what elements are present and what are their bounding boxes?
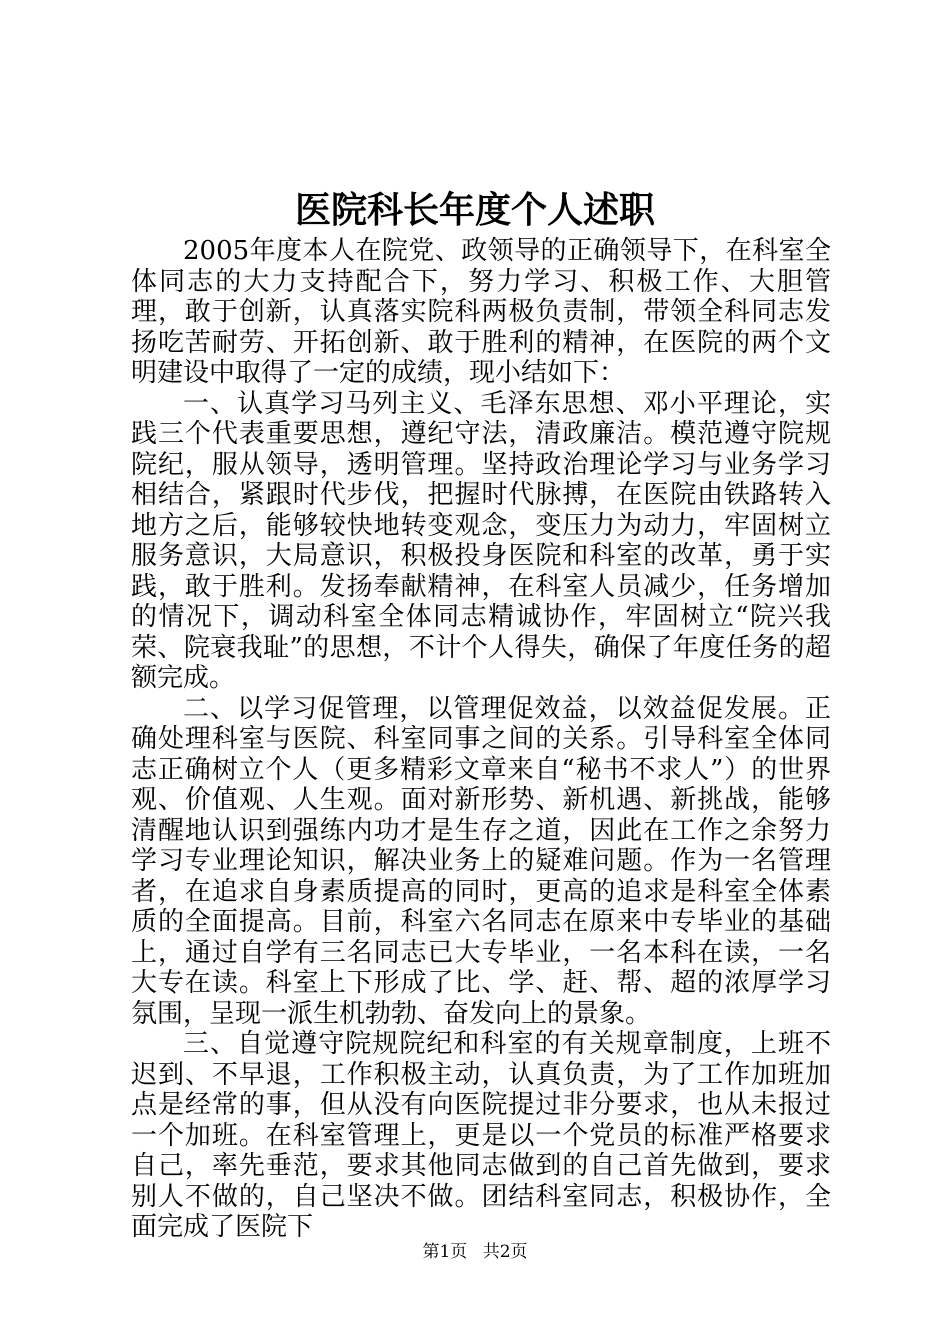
paragraph-intro: 2005年度本人在院党、政领导的正确领导下，在科室全体同志的大力支持配合下，努力学习、积极工作、大胆管理，敢于创新，认真落实院科两极负责制，带领全科同志发扬吃苦耐劳、开拓创新、敢于胜利的精神，在医院的两个文明建设中取得了一定的成绩，现小结如下： [131, 236, 831, 388]
document-body [131, 236, 831, 1243]
page-number: 第1页 [422, 1242, 468, 1262]
paragraph-section-1: 一、认真学习马列主义、毛泽东思想、邓小平理论，实践三个代表重要思想，遵纪守法，清政廉洁。模范遵守院规院纪，服从领导，透明管理。坚持政治理论学习与业务学习相结合，紧跟时代步伐，把握时代脉搏，在医院由铁路转入地方之后，能够较快地转变观念，变压力为动力，牢固树立服务意识，大局意识，积极投身医院和科室的改革，勇于实践，敢于胜利。发扬奉献精神，在科室人员减少，任务增加的情况下，调动科室全体同志精诚协作，牢固树立“院兴我荣、院衰我耻”的思想，不计个人得失，确保了年度任务的超额完成。 [131, 388, 831, 693]
page-footer [0, 1240, 950, 1264]
page-total: 共2页 [482, 1242, 528, 1262]
document-title: 医院科长年度个人述职 [294, 189, 655, 231]
paragraph-section-3: 三、自觉遵守院规院纪和科室的有关规章制度，上班不迟到、不早退，工作积极主动，认真负责，为了工作加班加点是经常的事，但从没有向医院提过非分要求，也从未报过一个加班。在科室管理上，更是以一个党员的标准严格要求自己，率先垂范，要求其他同志做到的自己首先做到，要求别人不做的，自己坚决不做。团结科室同志，积极协作，全面完成了医院下 [131, 1029, 831, 1242]
paragraph-section-2: 二、以学习促管理，以管理促效益，以效益促发展。正确处理科室与医院、科室同事之间的关系。引导科室全体同志正确树立个人（更多精彩文章来自“秘书不求人”）的世界观、价值观、人生观。面对新形势、新机遇、新挑战，能够清醒地认识到强练内功才是生存之道，因此在工作之余努力学习专业理论知识，解决业务上的疑难问题。作为一名管理者，在追求自身素质提高的同时，更高的追求是科室全体素质的全面提高。目前，科室六名同志在原来中专毕业的基础上，通过自学有三名同志已大专毕业，一名本科在读，一名大专在读。科室上下形成了比、学、赶、帮、超的浓厚学习氛围，呈现一派生机勃勃、奋发向上的景象。 [131, 693, 831, 1029]
